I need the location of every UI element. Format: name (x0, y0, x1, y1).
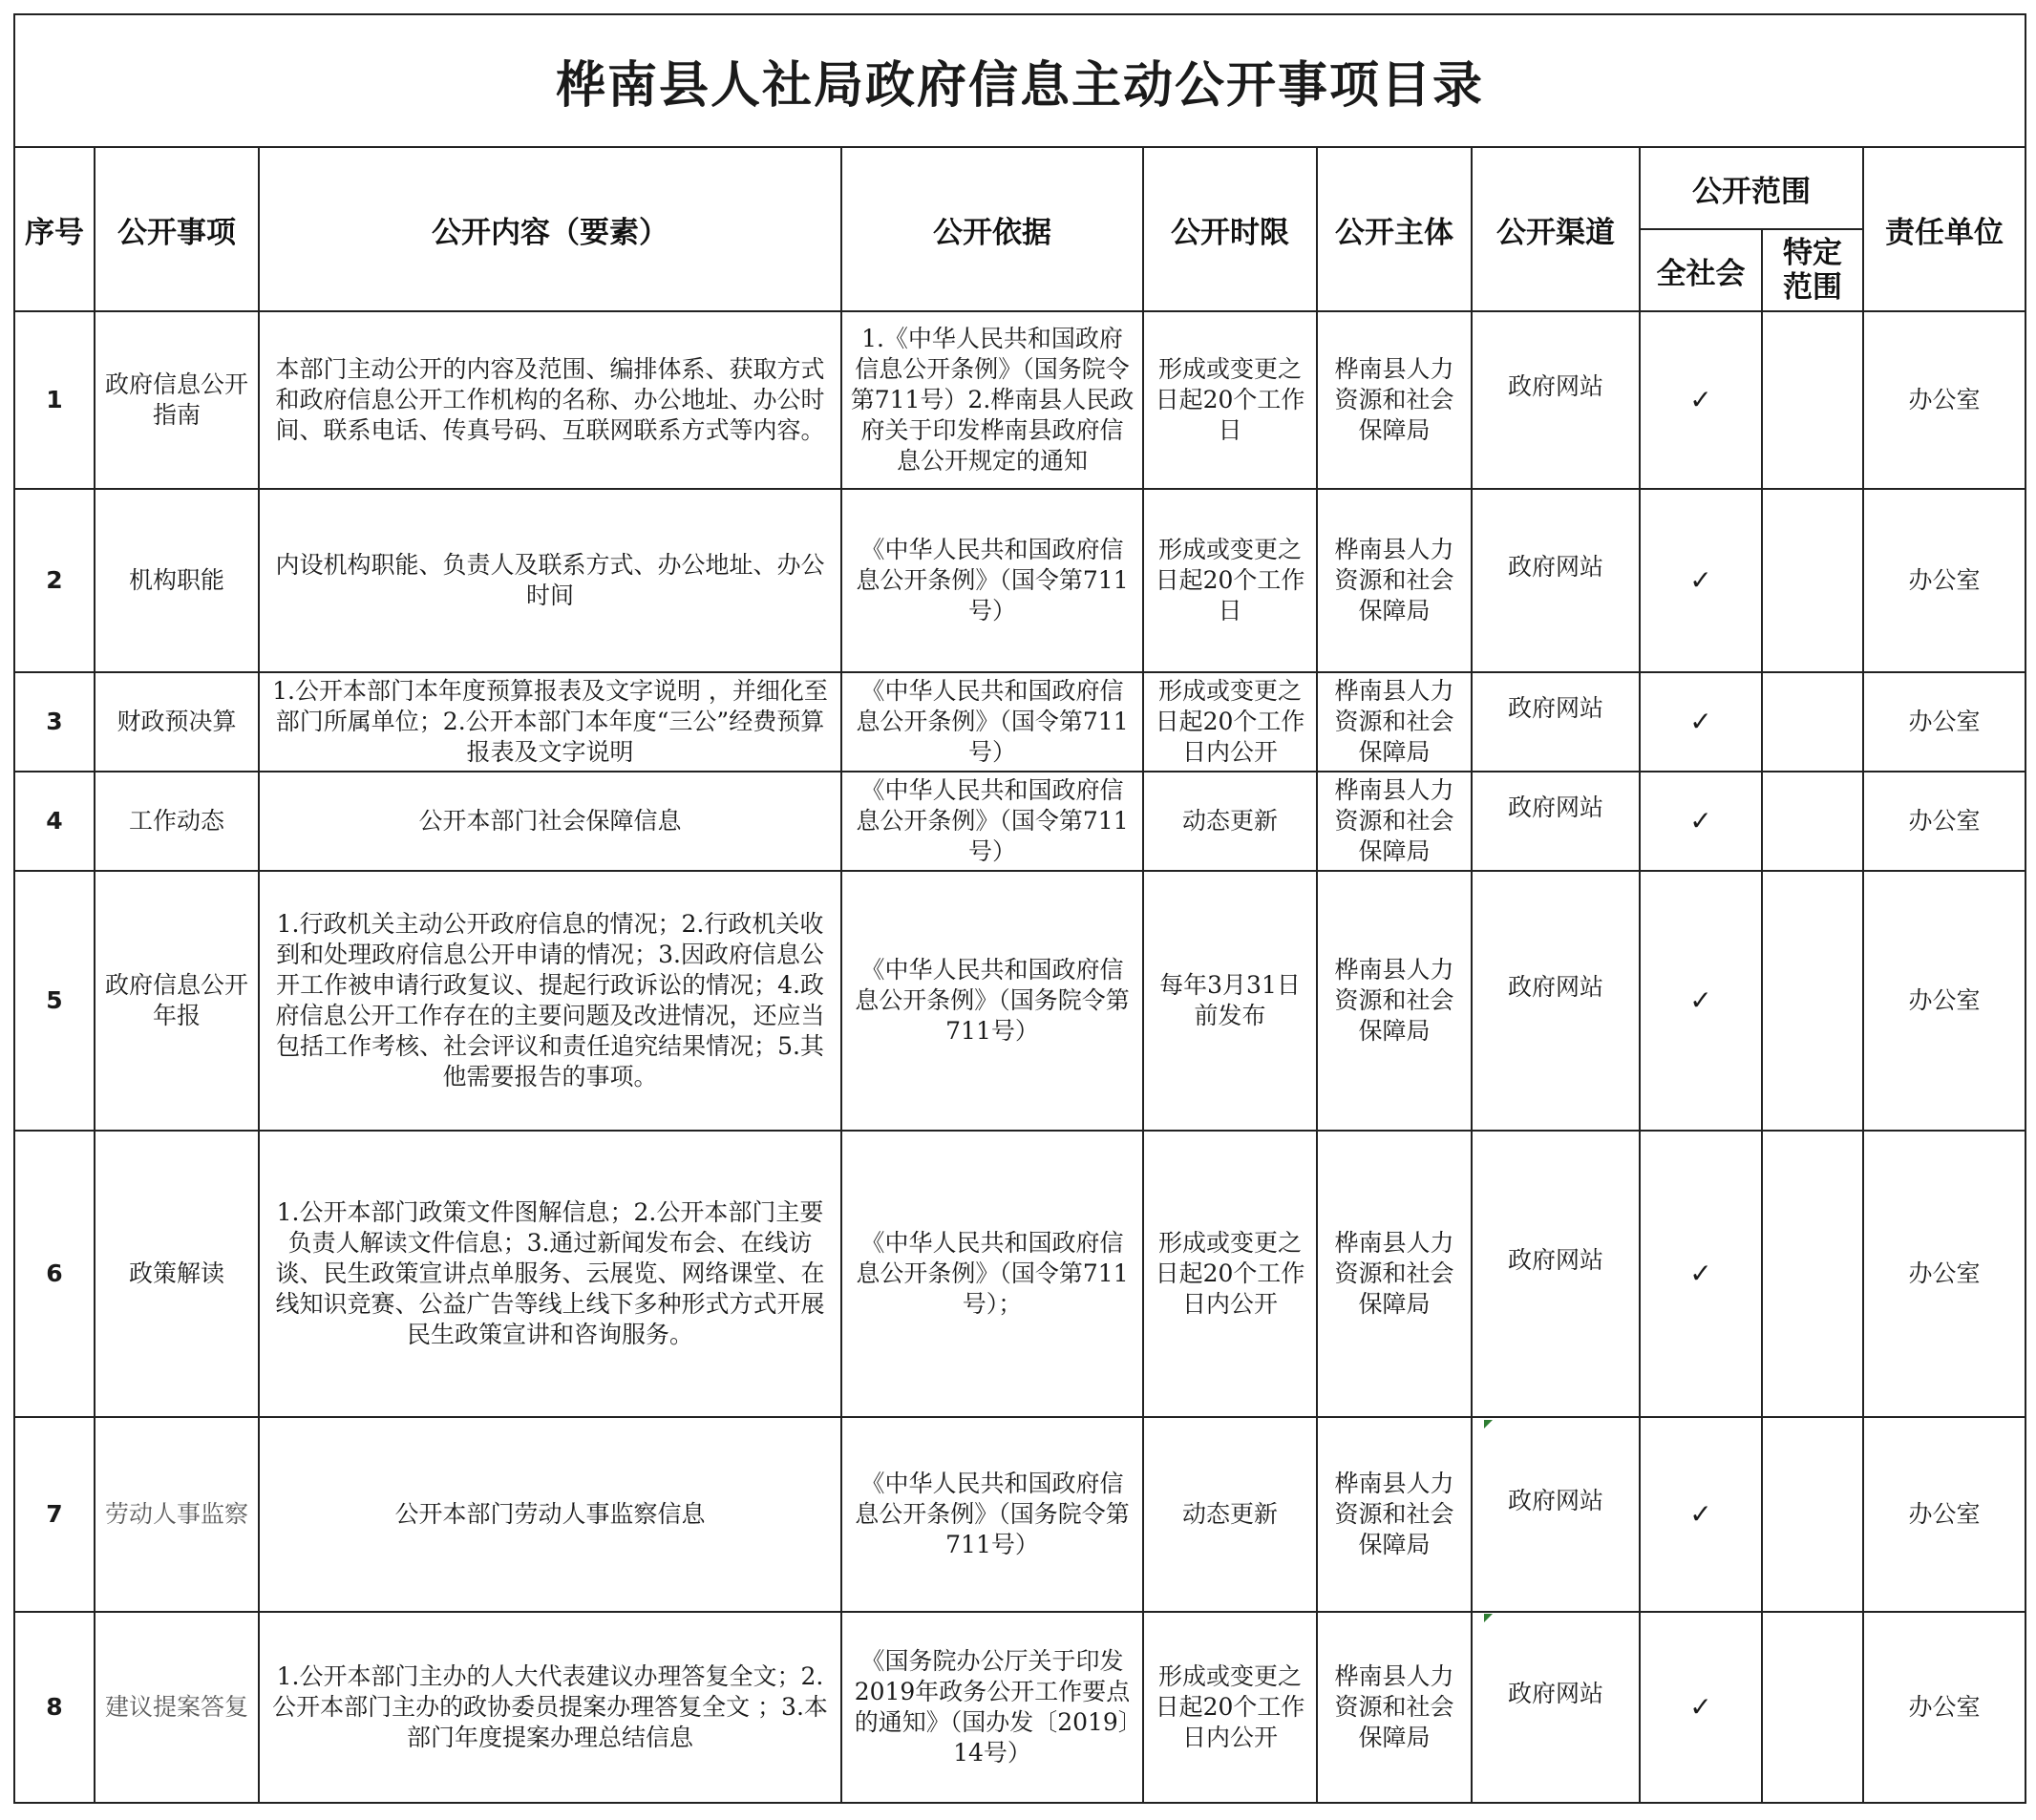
row-time-limit (1143, 772, 1317, 871)
row-unit-text: 办公室 (1908, 1259, 1981, 1287)
row-seq (14, 311, 95, 489)
row-seq-text: 4 (46, 807, 63, 835)
row-seq-text: 6 (46, 1259, 63, 1287)
row-subject-text: 桦南县人力资源和社会保障局 (1334, 776, 1454, 865)
row-time-limit (1143, 672, 1317, 772)
row-scope-all (1640, 672, 1762, 772)
row-unit (1863, 1417, 2025, 1612)
row-subject-text: 桦南县人力资源和社会保障局 (1334, 1470, 1454, 1558)
row-basis (841, 871, 1143, 1131)
row-time-limit (1143, 311, 1317, 489)
row-basis (841, 311, 1143, 489)
row-scope-all (1640, 1417, 1762, 1612)
row-channel (1472, 871, 1640, 1131)
channel-label: 政府网站 (1507, 1487, 1603, 1514)
row-time-limit-text: 形成或变更之日起20个工作日 (1155, 355, 1305, 444)
row-content (259, 311, 841, 489)
table-row (14, 871, 2025, 1131)
row-time-limit (1143, 1417, 1317, 1612)
channel-label: 政府网站 (1507, 694, 1603, 722)
row-scope-specific (1762, 672, 1863, 772)
row-channel (1472, 489, 1640, 672)
row-basis-text: 《中华人民共和国政府信息公开条例》（国令第711号） (856, 677, 1129, 766)
row-time-limit-text: 形成或变更之日起20个工作日内公开 (1155, 677, 1305, 766)
table-row (14, 311, 2025, 489)
row-seq (14, 772, 95, 871)
row-item-text: 政策解读 (128, 1259, 224, 1287)
row-item-text: 财政预决算 (117, 708, 237, 735)
row-item-text: 政府信息公开指南 (104, 370, 248, 429)
row-unit (1863, 489, 2025, 672)
row-content-text: 公开本部门劳动人事监察信息 (394, 1500, 706, 1528)
row-subject-text: 桦南县人力资源和社会保障局 (1334, 1662, 1454, 1751)
row-time-limit (1143, 1612, 1317, 1803)
row-unit-text: 办公室 (1908, 1693, 1981, 1721)
row-content-text: 本部门主动公开的内容及范围、编排体系、获取方式和政府信息公开工作机构的名称、办公地址、办公时间、联系电话、传真号码、互联网联系方式等内容。 (275, 355, 825, 444)
header-subject: 公开主体 (1317, 147, 1472, 311)
row-content (259, 1417, 841, 1612)
cell-comment-marker (1484, 1614, 1493, 1622)
table-row (14, 672, 2025, 772)
row-item-text: 建议提案答复 (104, 1693, 248, 1721)
row-basis-text: 《中华人民共和国政府信息公开条例》（国令第711号） (856, 776, 1129, 865)
row-time-limit (1143, 871, 1317, 1131)
channel-label: 政府网站 (1507, 794, 1603, 821)
row-content-text: 内设机构职能、负责人及联系方式、办公地址、办公时间 (275, 551, 825, 609)
checkmark-icon: ✓ (1689, 383, 1712, 415)
row-channel (1472, 772, 1640, 871)
row-seq (14, 871, 95, 1131)
row-unit-text: 办公室 (1908, 566, 1981, 594)
header-scope: 公开范围 (1640, 147, 1863, 229)
row-content-text: 1.公开本部门政策文件图解信息；2.公开本部门主要负责人解读文件信息；3.通过新闻发布会、在线访谈、民生政策宣讲点单服务、云展览、网络课堂、在线知识竞赛、公益广告等线上线下多种形式方式开展民生政策宣讲和咨询服务。 (275, 1198, 825, 1348)
row-item-text: 工作动态 (128, 807, 224, 835)
checkmark-icon: ✓ (1689, 984, 1712, 1016)
row-content-text: 1.公开本部门本年度预算报表及文字说明 ，并细化至部门所属单位；2.公开本部门本年度“三公”经费预算报表及文字说明 (272, 677, 828, 766)
row-unit (1863, 672, 2025, 772)
row-basis-text: 《中华人民共和国政府信息公开条例》（国务院令第711号） (855, 956, 1130, 1045)
row-time-limit-text: 形成或变更之日起20个工作日内公开 (1155, 1662, 1305, 1751)
row-seq (14, 1417, 95, 1612)
row-seq (14, 1131, 95, 1417)
row-unit (1863, 1131, 2025, 1417)
row-item (95, 871, 259, 1131)
row-basis (841, 1612, 1143, 1803)
row-time-limit-text: 每年3月31日前发布 (1159, 971, 1301, 1029)
row-content (259, 1131, 841, 1417)
row-scope-specific (1762, 871, 1863, 1131)
row-time-limit (1143, 489, 1317, 672)
row-subject (1317, 1131, 1472, 1417)
row-basis (841, 489, 1143, 672)
row-seq-text: 5 (46, 986, 63, 1014)
row-scope-all (1640, 311, 1762, 489)
row-seq-text: 3 (46, 708, 63, 735)
row-subject-text: 桦南县人力资源和社会保障局 (1334, 1229, 1454, 1318)
row-scope-all (1640, 489, 1762, 672)
row-item (95, 489, 259, 672)
row-item-text: 政府信息公开年报 (104, 971, 248, 1029)
row-seq-text: 1 (46, 386, 63, 413)
row-scope-all (1640, 871, 1762, 1131)
row-seq (14, 489, 95, 672)
row-basis (841, 672, 1143, 772)
row-unit-text: 办公室 (1908, 708, 1981, 735)
row-content-text: 1.行政机关主动公开政府信息的情况；2.行政机关收到和处理政府信息公开申请的情况；3.因政府信息公开工作被申请行政复议、提起行政诉讼的情况；4.政府信息公开工作存在的主要问题及改进情况，还应当包括工作考核、社会评议和责任追究结果情况；5.其他需要报告的事项。 (275, 910, 825, 1090)
row-basis-text: 《中华人民共和国政府信息公开条例》（国令第711号）； (856, 1229, 1129, 1318)
channel-label: 政府网站 (1507, 372, 1603, 400)
row-scope-specific (1762, 489, 1863, 672)
table-row (14, 1612, 2025, 1803)
header-content: 公开内容（要素） (259, 147, 841, 311)
row-item (95, 1612, 259, 1803)
header-scope-all: 全社会 (1640, 229, 1762, 311)
channel-label: 政府网站 (1507, 1680, 1603, 1707)
row-basis (841, 772, 1143, 871)
row-scope-all (1640, 772, 1762, 871)
row-channel (1472, 1131, 1640, 1417)
row-seq-text: 7 (46, 1500, 63, 1528)
row-subject (1317, 311, 1472, 489)
row-seq (14, 672, 95, 772)
header-seq: 序号 (14, 147, 95, 311)
row-time-limit-text: 动态更新 (1181, 807, 1278, 835)
checkmark-icon: ✓ (1689, 804, 1712, 836)
row-time-limit (1143, 1131, 1317, 1417)
row-item-text: 劳动人事监察 (104, 1500, 248, 1528)
row-item (95, 1417, 259, 1612)
header-time-limit: 公开时限 (1143, 147, 1317, 311)
row-content-text: 1.公开本部门主办的人大代表建议办理答复全文；2.公开本部门主办的政协委员提案办理答复全文 ；3.本部门年度提案办理总结信息 (272, 1662, 828, 1751)
row-subject (1317, 1417, 1472, 1612)
header-channel: 公开渠道 (1472, 147, 1640, 311)
row-channel (1472, 672, 1640, 772)
row-subject (1317, 871, 1472, 1131)
table-row (14, 489, 2025, 672)
row-unit-text: 办公室 (1908, 1500, 1981, 1528)
row-scope-all (1640, 1612, 1762, 1803)
row-time-limit-text: 形成或变更之日起20个工作日内公开 (1155, 1229, 1305, 1318)
row-content-text: 公开本部门社会保障信息 (418, 807, 682, 835)
row-unit-text: 办公室 (1908, 986, 1981, 1014)
row-item (95, 311, 259, 489)
row-channel (1472, 1612, 1640, 1803)
row-time-limit-text: 形成或变更之日起20个工作日 (1155, 536, 1305, 624)
row-item (95, 1131, 259, 1417)
row-content (259, 1612, 841, 1803)
row-seq-text: 2 (46, 566, 63, 594)
table-row (14, 772, 2025, 871)
checkmark-icon: ✓ (1689, 1497, 1712, 1530)
row-basis (841, 1417, 1143, 1612)
table-row (14, 1131, 2025, 1417)
basis-text: 1.《中华人民共和国政府信息公开条例》（国务院令第711号）2.桦南县人民政府关于印发桦南县政府信息公开规定的通知 (850, 325, 1135, 475)
channel-label: 政府网站 (1507, 1246, 1603, 1274)
row-content (259, 672, 841, 772)
row-basis-text: 《中华人民共和国政府信息公开条例》（国务院令第711号） (855, 1470, 1130, 1558)
row-scope-specific (1762, 1612, 1863, 1803)
row-subject (1317, 672, 1472, 772)
row-seq-text: 8 (46, 1693, 63, 1721)
checkmark-icon: ✓ (1689, 705, 1712, 737)
row-channel (1472, 1417, 1640, 1612)
row-content (259, 871, 841, 1131)
catalog-table (13, 146, 2026, 1804)
row-item (95, 772, 259, 871)
channel-label: 政府网站 (1507, 973, 1603, 1001)
row-subject (1317, 1612, 1472, 1803)
table-row (14, 1417, 2025, 1612)
row-subject (1317, 772, 1472, 871)
checkmark-icon: ✓ (1689, 563, 1712, 596)
row-content (259, 772, 841, 871)
header-basis: 公开依据 (841, 147, 1143, 311)
row-subject-text: 桦南县人力资源和社会保障局 (1334, 536, 1454, 624)
row-content (259, 489, 841, 672)
row-scope-all (1640, 1131, 1762, 1417)
header-unit: 责任单位 (1863, 147, 2025, 311)
row-subject-text: 桦南县人力资源和社会保障局 (1334, 355, 1454, 444)
row-item (95, 672, 259, 772)
row-seq (14, 1612, 95, 1803)
row-unit (1863, 871, 2025, 1131)
row-subject-text: 桦南县人力资源和社会保障局 (1334, 677, 1454, 766)
row-unit (1863, 311, 2025, 489)
header-scope-specific: 特定范围 (1762, 229, 1863, 311)
row-time-limit-text: 动态更新 (1181, 1500, 1278, 1528)
row-scope-specific (1762, 311, 1863, 489)
page-title: 桦南县人社局政府信息主动公开事项目录 (13, 13, 2026, 146)
catalog-sheet (13, 13, 2025, 1807)
row-basis (841, 1131, 1143, 1417)
channel-label: 政府网站 (1507, 553, 1603, 581)
row-unit-text: 办公室 (1908, 386, 1981, 413)
row-scope-specific (1762, 772, 1863, 871)
row-scope-specific (1762, 1131, 1863, 1417)
row-subject (1317, 489, 1472, 672)
row-unit-text: 办公室 (1908, 807, 1981, 835)
header-item: 公开事项 (95, 147, 259, 311)
checkmark-icon: ✓ (1689, 1257, 1712, 1289)
checkmark-icon: ✓ (1689, 1690, 1712, 1723)
row-unit (1863, 1612, 2025, 1803)
row-basis-text: 《国务院办公厅关于印发2019年政务公开工作要点的通知》（国办发〔2019〕14号） (854, 1647, 1131, 1767)
row-basis-text: 《中华人民共和国政府信息公开条例》（国令第711号） (856, 536, 1129, 624)
row-subject-text: 桦南县人力资源和社会保障局 (1334, 956, 1454, 1045)
row-unit (1863, 772, 2025, 871)
row-channel (1472, 311, 1640, 489)
row-scope-specific (1762, 1417, 1863, 1612)
cell-comment-marker (1484, 1420, 1493, 1428)
row-item-text: 机构职能 (128, 566, 224, 594)
